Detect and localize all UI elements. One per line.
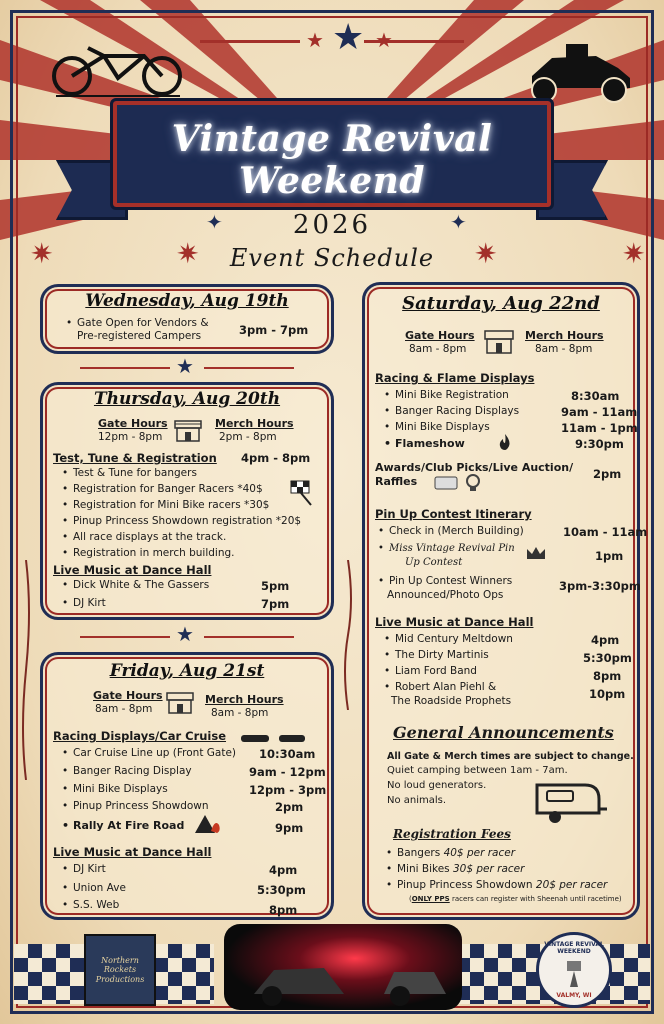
store-icon xyxy=(173,419,203,443)
star-icon: ★ xyxy=(306,28,324,52)
divider-line xyxy=(80,636,170,638)
hot-rods-image xyxy=(224,924,462,1010)
seal-text-bottom: VALMY, WI xyxy=(556,992,592,999)
day-title: Friday, Aug 21st xyxy=(109,661,265,681)
section-heading: Racing & Flame Displays xyxy=(375,371,535,385)
list-item-cont: Pre-registered Campers xyxy=(77,330,202,342)
star-icon: ✷ xyxy=(622,237,646,270)
item-time: 10pm xyxy=(589,687,626,701)
motorcycle-icon xyxy=(48,38,188,100)
list-item-cont: The Roadside Prophets xyxy=(391,695,512,707)
event-subtitle: Event Schedule xyxy=(229,244,435,272)
fees-title: Registration Fees xyxy=(393,827,511,841)
section-heading: Live Music at Dance Hall xyxy=(375,615,534,629)
item-time: 2pm xyxy=(275,800,304,814)
item-time: 3pm-3:30pm xyxy=(559,579,641,593)
hot-rod-icon xyxy=(522,34,640,106)
item-time: 3pm - 7pm xyxy=(239,323,309,337)
list-item: • Union Ave xyxy=(73,882,126,894)
event-year: 2026 xyxy=(292,210,372,240)
awards-heading: Awards/Club Picks/Live Auction/ xyxy=(375,461,574,474)
fees-note-text: racers can register with Sheenah until racetime xyxy=(451,895,619,903)
merch-hours-label: Merch Hours xyxy=(215,417,294,430)
day-title: Saturday, Aug 22nd xyxy=(402,293,600,314)
list-item: • Flameshow xyxy=(395,437,465,450)
section-time: 4pm - 8pm xyxy=(241,451,311,465)
list-item: • Rally At Fire Road xyxy=(73,819,184,832)
checkered-flag-icon xyxy=(287,479,317,507)
list-item: • Mid Century Meltdown xyxy=(395,633,513,645)
section-heading: Live Music at Dance Hall xyxy=(53,845,212,859)
list-item: • Gate Open for Vendors & xyxy=(77,317,209,329)
merch-hours-time: 8am - 8pm xyxy=(535,343,593,355)
list-item-cont: Up Contest xyxy=(405,557,463,568)
item-time: 8pm xyxy=(593,669,622,683)
item-time: 9am - 11am xyxy=(561,405,638,419)
gate-hours-time: 8am - 8pm xyxy=(95,703,153,715)
list-item: • Registration in merch building. xyxy=(73,547,235,559)
crown-icon xyxy=(525,545,547,561)
fee-label: Mini Bikes xyxy=(397,863,450,875)
gate-hours-label: Gate Hours xyxy=(98,417,168,430)
event-title: Vintage Revival Weekend xyxy=(171,118,493,202)
announcement-line: Quiet camping between 1am - 7am. xyxy=(387,765,568,776)
divider-line xyxy=(204,367,294,369)
item-time: 2pm xyxy=(593,467,622,481)
star-icon: ✦ xyxy=(206,210,223,234)
item-time: 9:30pm xyxy=(575,437,624,451)
thursday-panel xyxy=(40,382,334,620)
section-heading: Racing Displays/Car Cruise xyxy=(53,729,227,743)
merch-hours-time: 2pm - 8pm xyxy=(219,431,277,443)
fee-price: 30$ per racer xyxy=(453,863,525,875)
seal-text-top: VINTAGE REVIVAL WEEKEND xyxy=(544,941,604,955)
item-time: 9am - 12pm xyxy=(249,765,326,779)
star-icon: ✷ xyxy=(474,237,498,270)
list-item-cont: Announced/Photo Ops xyxy=(387,589,504,601)
fee-price: 40$ per racer xyxy=(443,847,516,859)
merch-hours-label: Merch Hours xyxy=(525,329,604,342)
northern-rockets-logo xyxy=(84,934,156,1006)
camper-trailer-icon xyxy=(533,779,609,825)
list-item: • Banger Racing Display xyxy=(73,765,192,777)
list-item: • Dick White & The Gassers xyxy=(73,579,209,591)
gate-hours-label: Gate Hours xyxy=(405,329,475,342)
top-left-line xyxy=(200,40,300,43)
item-time: 8:30am xyxy=(571,389,620,403)
list-item: • Test & Tune for bangers xyxy=(73,467,197,479)
ticket-trophy-icon xyxy=(433,473,485,493)
campfire-icon xyxy=(193,811,223,835)
side-ornament xyxy=(340,560,356,710)
section-heading: Pin Up Contest Itinerary xyxy=(375,507,532,521)
merch-hours-label: Merch Hours xyxy=(205,693,284,706)
item-time: 10:30am xyxy=(259,747,316,761)
announcements-title: General Announcements xyxy=(393,723,614,742)
fee-item xyxy=(397,863,524,875)
list-item: • Registration for Banger Racers *40$ xyxy=(73,483,263,495)
awards-heading-cont: Raffles xyxy=(375,475,418,488)
item-time: 9pm xyxy=(275,821,304,835)
star-icon: ★ xyxy=(176,354,194,378)
item-time: 4pm xyxy=(591,633,620,647)
item-time: 11am - 1pm xyxy=(561,421,638,435)
item-time: 5pm xyxy=(261,579,290,593)
merch-hours-time: 8am - 8pm xyxy=(211,707,269,719)
item-time: 1pm xyxy=(595,549,624,563)
item-time: 4pm xyxy=(269,863,298,877)
fee-price: 20$ per racer xyxy=(535,879,608,891)
star-icon: ✦ xyxy=(450,210,467,234)
list-item: • Mini Bike Registration xyxy=(395,389,509,401)
list-item: • Pinup Princess Showdown xyxy=(73,800,209,812)
list-item: • Miss Vintage Revival Pin xyxy=(389,543,515,554)
list-item: • S.S. Web xyxy=(73,899,119,911)
list-item: • Registration for Mini Bike racers *30$ xyxy=(73,499,269,511)
fee-item xyxy=(397,879,607,891)
divider-line xyxy=(80,367,170,369)
gate-hours-time: 8am - 8pm xyxy=(409,343,467,355)
star-icon: ✷ xyxy=(176,237,200,270)
list-item: • Mini Bike Displays xyxy=(395,421,490,433)
announcement-line: No loud generators. xyxy=(387,780,487,791)
gate-hours-label: Gate Hours xyxy=(93,689,163,702)
item-time: 5:30pm xyxy=(583,651,632,665)
item-time: 10am - 11am xyxy=(563,525,648,539)
list-item: • DJ Kirt xyxy=(73,863,106,875)
gate-hours-time: 12pm - 8pm xyxy=(98,431,163,443)
friday-panel xyxy=(40,652,334,920)
day-title: Thursday, Aug 20th xyxy=(93,389,281,409)
side-ornament xyxy=(18,560,34,780)
list-item: • Pin Up Contest Winners xyxy=(389,575,512,587)
star-icon: ★ xyxy=(332,17,365,58)
list-item: • All race displays at the track. xyxy=(73,531,226,543)
star-icon: ✷ xyxy=(30,237,54,270)
divider-line xyxy=(204,636,294,638)
saturday-panel xyxy=(362,282,648,920)
list-item: • Check in (Merch Building) xyxy=(389,525,524,537)
flame-icon xyxy=(497,433,513,451)
fees-note: (ONLY PPS racers can register with Sheenah until racetime) xyxy=(409,895,622,903)
list-item: • The Dirty Martinis xyxy=(395,649,489,661)
day-title: Wednesday, Aug 19th xyxy=(85,291,289,311)
store-icon xyxy=(165,691,195,715)
item-time: 5:30pm xyxy=(257,883,306,897)
piston-icon xyxy=(559,959,589,989)
announcement-line: No animals. xyxy=(387,795,447,806)
list-item: • Mini Bike Displays xyxy=(73,783,168,795)
list-item: • DJ Kirt xyxy=(73,597,106,609)
star-icon: ★ xyxy=(176,622,194,646)
wednesday-panel xyxy=(40,284,334,354)
list-item: • Pinup Princess Showdown registration *20$ xyxy=(73,515,301,527)
list-item: • Robert Alan Piehl & xyxy=(395,681,496,693)
fee-label: Pinup Princess Showdown xyxy=(397,879,533,891)
logo-text: Northern Rockets Productions xyxy=(95,955,145,984)
fee-item xyxy=(397,847,515,859)
item-time: 7pm xyxy=(261,597,290,611)
car-photo xyxy=(224,924,462,1010)
cars-icon xyxy=(239,731,309,745)
vrw-seal-logo xyxy=(536,932,612,1008)
list-item: • Liam Ford Band xyxy=(395,665,477,677)
star-icon: ★ xyxy=(375,28,393,52)
fees-note-bold: ONLY PPS xyxy=(411,895,450,903)
section-heading: Test, Tune & Registration xyxy=(53,451,217,465)
announcement-line: All Gate & Merch times are subject to change. xyxy=(387,751,634,762)
item-time: 12pm - 3pm xyxy=(249,783,327,797)
list-item: • Banger Racing Displays xyxy=(395,405,519,417)
item-time: 8pm xyxy=(269,903,298,917)
section-heading: Live Music at Dance Hall xyxy=(53,563,212,577)
store-icon xyxy=(483,329,515,355)
fee-label: Bangers xyxy=(397,847,441,859)
list-item: • Car Cruise Line up (Front Gate) xyxy=(73,747,236,759)
